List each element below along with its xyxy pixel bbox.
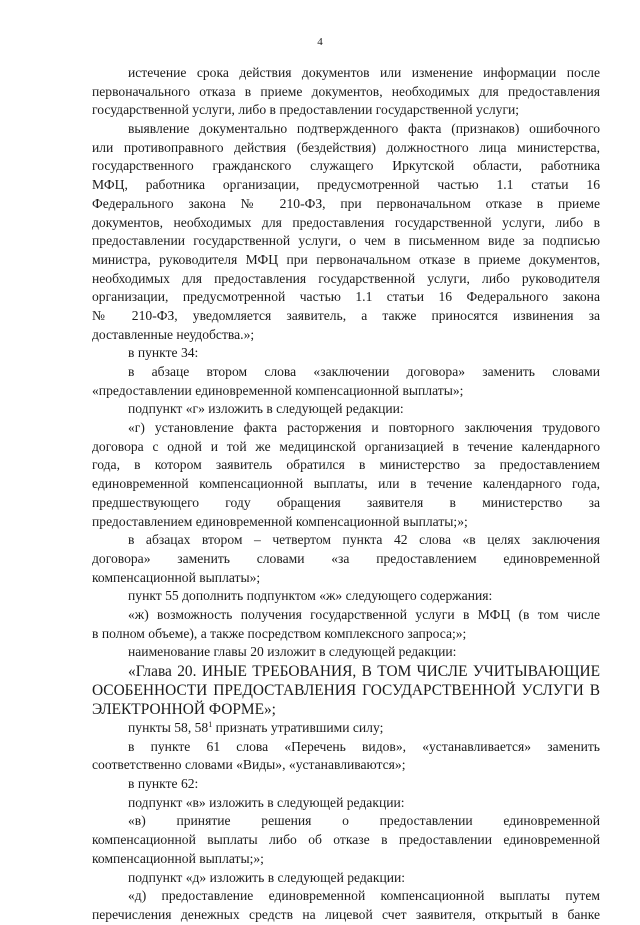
text-line bbox=[92, 606, 600, 625]
text-line-content: соответственно словами «Виды», «устанавливаются»; bbox=[92, 757, 406, 773]
text-line bbox=[92, 344, 600, 363]
text-line-content: «Глава 20. ИНЫЕ ТРЕБОВАНИЯ, В ТОМ ЧИСЛЕ УЧИТЫВАЮЩИЕ bbox=[128, 663, 600, 680]
text-line bbox=[92, 700, 600, 719]
text-line-content: «предоставлении единовременной компенсационной выплаты»; bbox=[92, 382, 464, 398]
text-line bbox=[92, 662, 600, 681]
text-line bbox=[92, 831, 600, 850]
text-line bbox=[92, 494, 600, 513]
text-line-content: в абзацах втором – четвертом пункта 42 слова «в целях заключения bbox=[128, 532, 600, 548]
text-line bbox=[92, 270, 600, 289]
text-line-content: предшествующего году обращения заявителя в министерство за bbox=[92, 494, 600, 510]
text-line-content: компенсационной выплаты либо об отказе в предоставлении единовременной bbox=[92, 832, 600, 848]
text-line-content: первоначального отказа в приеме документов, необходимых для предоставления bbox=[92, 83, 600, 99]
text-line bbox=[92, 456, 600, 475]
text-line bbox=[92, 326, 600, 345]
text-line bbox=[92, 64, 600, 83]
text-line bbox=[92, 643, 600, 662]
text-line bbox=[92, 681, 600, 700]
text-line-content: наименование главы 20 изложит в следующей редакции: bbox=[128, 644, 457, 660]
text-line-content: компенсационной выплаты»; bbox=[92, 569, 261, 585]
text-line-content: документов, необходимых для предоставления государственной услуги, либо в bbox=[92, 214, 600, 230]
text-line bbox=[92, 756, 600, 775]
text-line-content: государственной услуги, либо в предоставлении государственной услуги; bbox=[92, 102, 520, 118]
text-line-content: № 210-ФЗ, уведомляется заявитель, а также приносятся извинения за bbox=[92, 307, 600, 323]
text-line bbox=[92, 794, 600, 813]
text-line-content: государственного гражданского служащего Иркутской области, работника bbox=[92, 158, 600, 174]
text-line bbox=[92, 214, 600, 233]
text-line bbox=[92, 157, 600, 176]
page-number: 4 bbox=[317, 36, 323, 48]
text-line bbox=[92, 719, 600, 738]
text-line-content: единовременной компенсационной выплаты, или в течение календарного года, bbox=[92, 476, 600, 492]
text-line-content: необходимых для предоставления государственной услуги, либо руководителя bbox=[92, 270, 600, 286]
text-line bbox=[92, 738, 600, 757]
text-line bbox=[92, 906, 600, 925]
text-line bbox=[92, 251, 600, 270]
text-line bbox=[92, 869, 600, 888]
text-line bbox=[92, 887, 600, 906]
text-line bbox=[92, 288, 600, 307]
text-line-content: Федерального закона № 210-ФЗ, при первоначальном отказе в приеме bbox=[92, 195, 600, 211]
text-line bbox=[92, 400, 600, 419]
text-line bbox=[92, 550, 600, 569]
text-line-content: подпункт «г» изложить в следующей редакции: bbox=[128, 401, 404, 417]
text-line-content: перечисления денежных средств на лицевой счет заявителя, открытый в банке bbox=[92, 906, 600, 922]
text-line-content: в пункте 61 слова «Перечень видов», «устанавливается» заменить bbox=[128, 738, 600, 754]
text-line-content: или противоправного действия (бездействия) должностного лица министерства, bbox=[92, 139, 600, 155]
text-line bbox=[92, 419, 600, 438]
text-line-content: в пункте 62: bbox=[128, 776, 199, 792]
text-line-content: договора с одной и той же медицинской организацией в течение календарного bbox=[92, 438, 600, 454]
text-line bbox=[92, 195, 600, 214]
text-line-content: «д) предоставление единовременной компенсационной выплаты путем bbox=[128, 888, 600, 904]
text-line-content: МФЦ, работника организации, предусмотренной частью 1.1 статьи 16 bbox=[92, 177, 600, 193]
text-line-content: «г) установление факта расторжения и повторного заключения трудового bbox=[128, 420, 600, 436]
text-line bbox=[92, 232, 600, 251]
text-line-content: в полном объеме), а также посредством комплексного запроса;»; bbox=[92, 625, 467, 641]
text-line bbox=[92, 139, 600, 158]
text-line-content: доставленные неудобства.»; bbox=[92, 326, 255, 342]
text-line-content: министра, руководителя МФЦ при первоначальном отказе в приеме документов, bbox=[92, 251, 600, 267]
text-line-content: в пункте 34: bbox=[128, 345, 199, 361]
text-line-content: года, в котором заявитель обратился в министерство за предоставлением bbox=[92, 457, 600, 473]
text-line-content: подпункт «д» изложить в следующей редакции: bbox=[128, 869, 406, 885]
text-line-content: предоставлении государственной услуги, о чем в письменном виде за подписью bbox=[92, 233, 600, 249]
text-line-content: пункт 55 дополнить подпунктом «ж» следующего содержания: bbox=[128, 588, 493, 604]
text-line bbox=[92, 587, 600, 606]
text-line bbox=[92, 475, 600, 494]
text-line-content: истечение срока действия документов или изменение информации после bbox=[128, 65, 600, 80]
superscript: 1 bbox=[208, 720, 213, 729]
text-line bbox=[92, 531, 600, 550]
text-line-content: организации, предусмотренной частью 1.1 статьи 16 Федерального закона bbox=[92, 289, 600, 305]
text-line bbox=[92, 850, 600, 869]
text-line-content: компенсационной выплаты;»; bbox=[92, 850, 264, 866]
text-line bbox=[92, 83, 600, 102]
text-line-content: подпункт «в» изложить в следующей редакции: bbox=[128, 794, 405, 810]
text-line bbox=[92, 513, 600, 532]
text-line bbox=[92, 625, 600, 644]
text-line bbox=[92, 438, 600, 457]
text-line bbox=[92, 569, 600, 588]
text-line bbox=[92, 382, 600, 401]
text-line bbox=[92, 363, 600, 382]
text-line bbox=[92, 176, 600, 195]
text-line bbox=[92, 101, 600, 120]
text-line-content: ОСОБЕННОСТИ ПРЕДОСТАВЛЕНИЯ ГОСУДАРСТВЕННОЙ УСЛУГИ В bbox=[92, 682, 600, 699]
text-line bbox=[92, 775, 600, 794]
body-text bbox=[92, 64, 600, 925]
text-line-content: «ж) возможность получения государственной услуги в МФЦ (в том числе bbox=[128, 606, 600, 622]
text-line bbox=[92, 120, 600, 139]
text-line-content: «в) принятие решения о предоставлении единовременной bbox=[128, 813, 600, 829]
text-line-content: выявление документально подтвержденного факта (признаков) ошибочного bbox=[128, 121, 600, 137]
text-line-content: пункты 58, 58 bbox=[128, 720, 209, 735]
text-line-content: предоставлением единовременной компенсационной выплаты;»; bbox=[92, 513, 468, 529]
text-line bbox=[92, 307, 600, 326]
text-line-content: в абзаце втором слова «заключении договора» заменить словами bbox=[128, 364, 600, 379]
text-line bbox=[92, 812, 600, 831]
text-line-tail: признать утратившими силу; bbox=[212, 720, 384, 735]
text-line-content: договора» заменить словами «за предоставлением единовременной bbox=[92, 550, 600, 566]
text-line-content: ЭЛЕКТРОННОЙ ФОРМЕ»; bbox=[92, 701, 276, 718]
